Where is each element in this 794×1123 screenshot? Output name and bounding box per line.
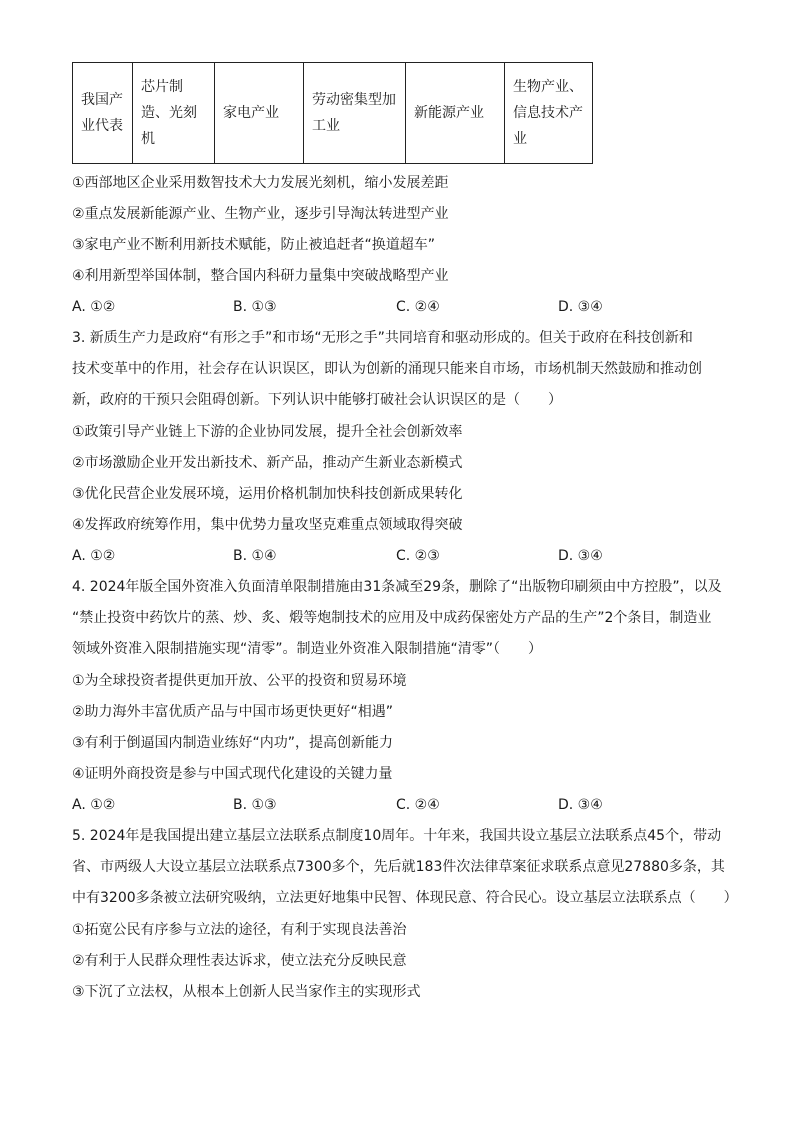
q2-statement: ①西部地区企业采用数智技术大力发展光刻机，缩小发展差距 — [72, 175, 449, 191]
q3-statement: ①政策引导产业链上下游的企业协同发展，提升全社会创新效率 — [72, 424, 463, 440]
table-row-label: 我国产业代表 — [73, 63, 133, 164]
q3-statement: ②市场激励企业开发出新技术、新产品，推动产生新业态新模式 — [72, 455, 463, 471]
option-b[interactable]: B. ①③ — [233, 299, 277, 315]
q5-stem: 省、市两级人大设立基层立法联系点7300多个，先后就183件次法律草案征求联系点意见27880多条，其 — [72, 859, 725, 875]
q4-stem: 4. 2024年版全国外资准入负面清单限制措施由31条减至29条，删除了“出版物印刷须由中方控股”，以及 — [72, 579, 722, 595]
q5-statement: ①拓宽公民有序参与立法的途径，有利于实现良法善治 — [72, 922, 407, 938]
table-cell: 劳动密集型加工业 — [304, 63, 406, 164]
q4-statement: ③有利于倒逼国内制造业练好“内功”，提高创新能力 — [72, 735, 394, 751]
table-cell: 新能源产业 — [406, 63, 505, 164]
q5-stem: 中有3200多条被立法研究吸纳，立法更好地集中民智、体现民意、符合民心。设立基层立法联系点（ ） — [72, 890, 738, 906]
q4-stem: “禁止投资中药饮片的蒸、炒、炙、煅等炮制技术的应用及中成药保密处方产品的生产”2个条目，制造业 — [72, 610, 712, 626]
q2-options — [72, 297, 712, 317]
option-a[interactable]: A. ①② — [72, 548, 116, 564]
option-c[interactable]: C. ②④ — [396, 299, 440, 315]
q5-statement: ③下沉了立法权，从根本上创新人民当家作主的实现形式 — [72, 984, 421, 1000]
q2-statement: ②重点发展新能源产业、生物产业，逐步引导淘汰转进型产业 — [72, 206, 449, 222]
q5-stem: 5. 2024年是我国提出建立基层立法联系点制度10周年。十年来，我国共设立基层立法联系点45个，带动 — [72, 828, 722, 844]
table-cell: 生物产业、信息技术产业 — [505, 63, 593, 164]
table-row — [73, 63, 593, 164]
q3-stem: 新，政府的干预只会阻碍创新。下列认识中能够打破社会认识误区的是（ ） — [72, 392, 562, 408]
q2-statement: ④利用新型举国体制，整合国内科研力量集中突破战略型产业 — [72, 268, 449, 284]
q4-options — [72, 795, 712, 815]
q3-options — [72, 546, 712, 566]
table-cell: 芯片制造、光刻机 — [133, 63, 215, 164]
industry-table — [72, 62, 593, 164]
table-cell: 家电产业 — [215, 63, 304, 164]
q4-stem: 领域外资准入限制措施实现“清零”。制造业外资准入限制措施“清零”（ ） — [72, 641, 543, 657]
option-d[interactable]: D. ③④ — [558, 548, 603, 564]
option-b[interactable]: B. ①④ — [233, 548, 277, 564]
option-c[interactable]: C. ②③ — [396, 548, 440, 564]
q3-stem: 技术变革中的作用，社会存在认识误区，即认为创新的涌现只能来自市场，市场机制天然鼓励和推动创 — [72, 361, 702, 377]
option-d[interactable]: D. ③④ — [558, 299, 603, 315]
q3-stem: 3. 新质生产力是政府“有形之手”和市场“无形之手”共同培育和驱动形成的。但关于政府在科技创新和 — [72, 330, 693, 346]
q3-statement: ④发挥政府统筹作用，集中优势力量攻坚克难重点领域取得突破 — [72, 517, 463, 533]
option-c[interactable]: C. ②④ — [396, 797, 440, 813]
q4-statement: ①为全球投资者提供更加开放、公平的投资和贸易环境 — [72, 673, 407, 689]
q4-statement: ④证明外商投资是参与中国式现代化建设的关键力量 — [72, 766, 393, 782]
q4-statement: ②助力海外丰富优质产品与中国市场更快更好“相遇” — [72, 704, 394, 720]
q3-statement: ③优化民营企业发展环境，运用价格机制加快科技创新成果转化 — [72, 486, 463, 502]
option-d[interactable]: D. ③④ — [558, 797, 603, 813]
option-a[interactable]: A. ①② — [72, 797, 116, 813]
option-b[interactable]: B. ①③ — [233, 797, 277, 813]
option-a[interactable]: A. ①② — [72, 299, 116, 315]
q5-statement: ②有利于人民群众理性表达诉求，使立法充分反映民意 — [72, 953, 407, 969]
q2-statement: ③家电产业不断利用新技术赋能，防止被追赶者“换道超车” — [72, 237, 436, 253]
